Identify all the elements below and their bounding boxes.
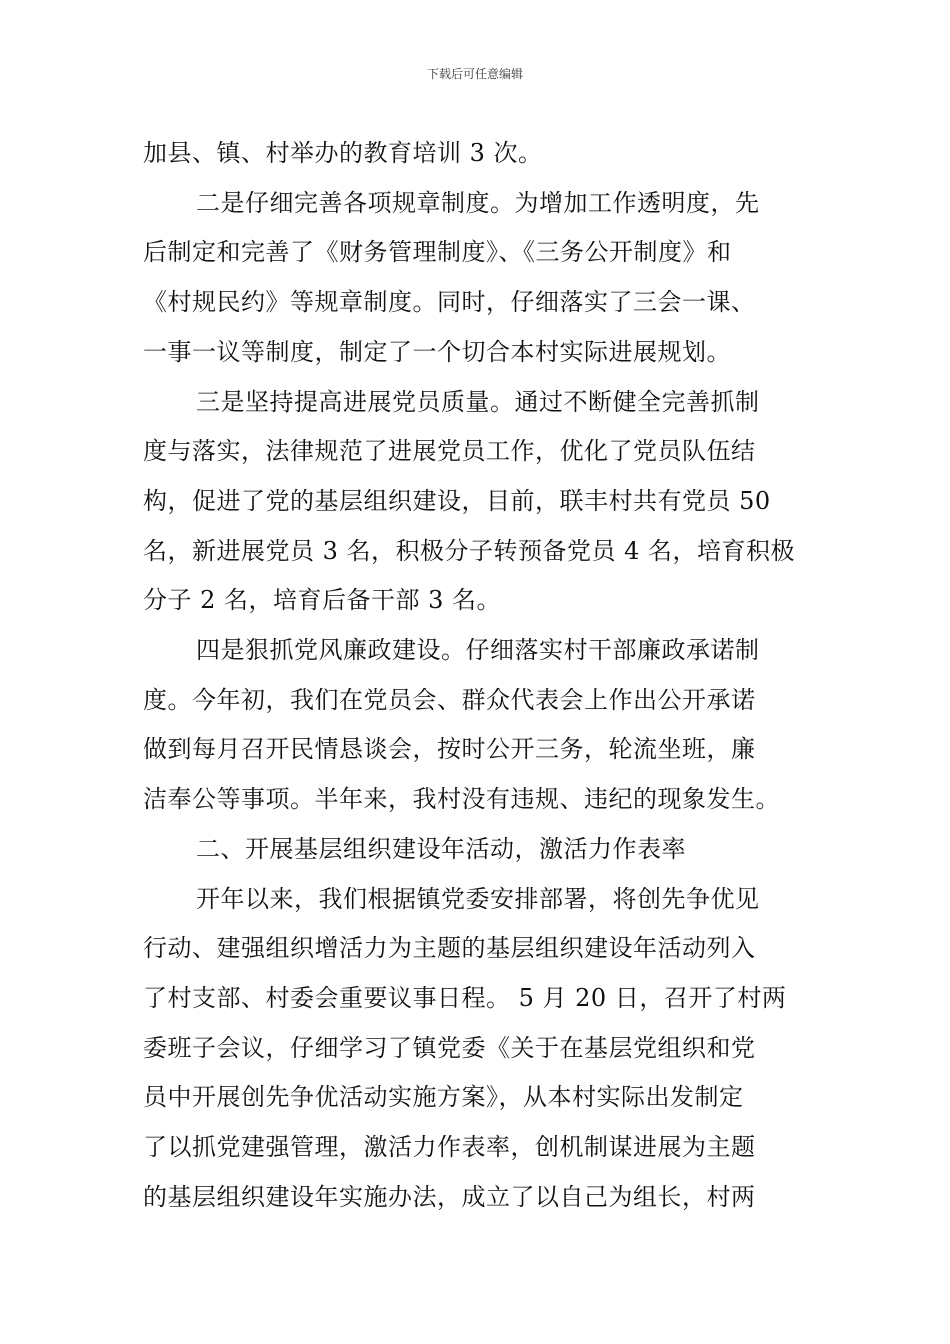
text-line: 洁奉公等事项。半年来，我村没有违规、违纪的现象发生。	[143, 785, 780, 814]
text-line: 度与落实，法律规范了进展党员工作，优化了党员队伍结	[143, 437, 756, 466]
text-line: 度。今年初，我们在党员会、群众代表会上作出公开承诺	[143, 685, 756, 714]
text-line: 名，新进展党员 3 名，积极分子转预备党员 4 名，培育积极	[143, 536, 796, 565]
text-line: 了以抓党建强管理，激活力作表率，创机制谋进展为主题	[143, 1133, 756, 1161]
page-header: 下载后可任意编辑	[426, 67, 523, 81]
text-line: 行动、建强组织增活力为主题的基层组织建设年活动列入	[143, 934, 756, 963]
text-line: 委班子会议，仔细学习了镇党委《关于在基层党组织和党	[143, 1033, 756, 1062]
text-line: 了村支部、村委会重要议事日程。 5 月 20 日，召开了村两	[143, 983, 787, 1012]
text-line: 后制定和完善了《财务管理制度》、《三务公开制度》和	[143, 238, 732, 267]
text-line: 的基层组织建设年实施办法，成立了以自己为组长，村两	[143, 1182, 756, 1211]
paragraph-first-line: 二、开展基层组织建设年活动，激活力作表率	[196, 834, 686, 863]
text-line: 员中开展创先争优活动实施方案》，从本村实际出发制定	[143, 1083, 744, 1112]
text-line: 《村规民约》等规章制度。同时，仔细落实了三会一课、	[143, 288, 756, 317]
text-line: 做到每月召开民情恳谈会，按时公开三务，轮流坐班，廉	[143, 735, 756, 764]
paragraph-first-line: 开年以来，我们根据镇党委安排部署，将创先争优见	[196, 884, 760, 913]
text-line: 构，促进了党的基层组织建设，目前，联丰村共有党员 50	[143, 486, 771, 515]
text-line: 分子 2 名，培育后备干部 3 名。	[143, 586, 502, 615]
text-line: 加县、镇、村举办的教育培训 3 次。	[143, 139, 543, 167]
text-line: 一事一议等制度，制定了一个切合本村实际进展规划。	[143, 337, 731, 366]
paragraph-first-line: 四是狠抓党风廉政建设。仔细落实村干部廉政承诺制	[196, 636, 760, 664]
paragraph-first-line: 二是仔细完善各项规章制度。为增加工作透明度，先	[196, 188, 760, 217]
paragraph-first-line: 三是坚持提高进展党员质量。通过不断健全完善抓制	[196, 387, 760, 416]
